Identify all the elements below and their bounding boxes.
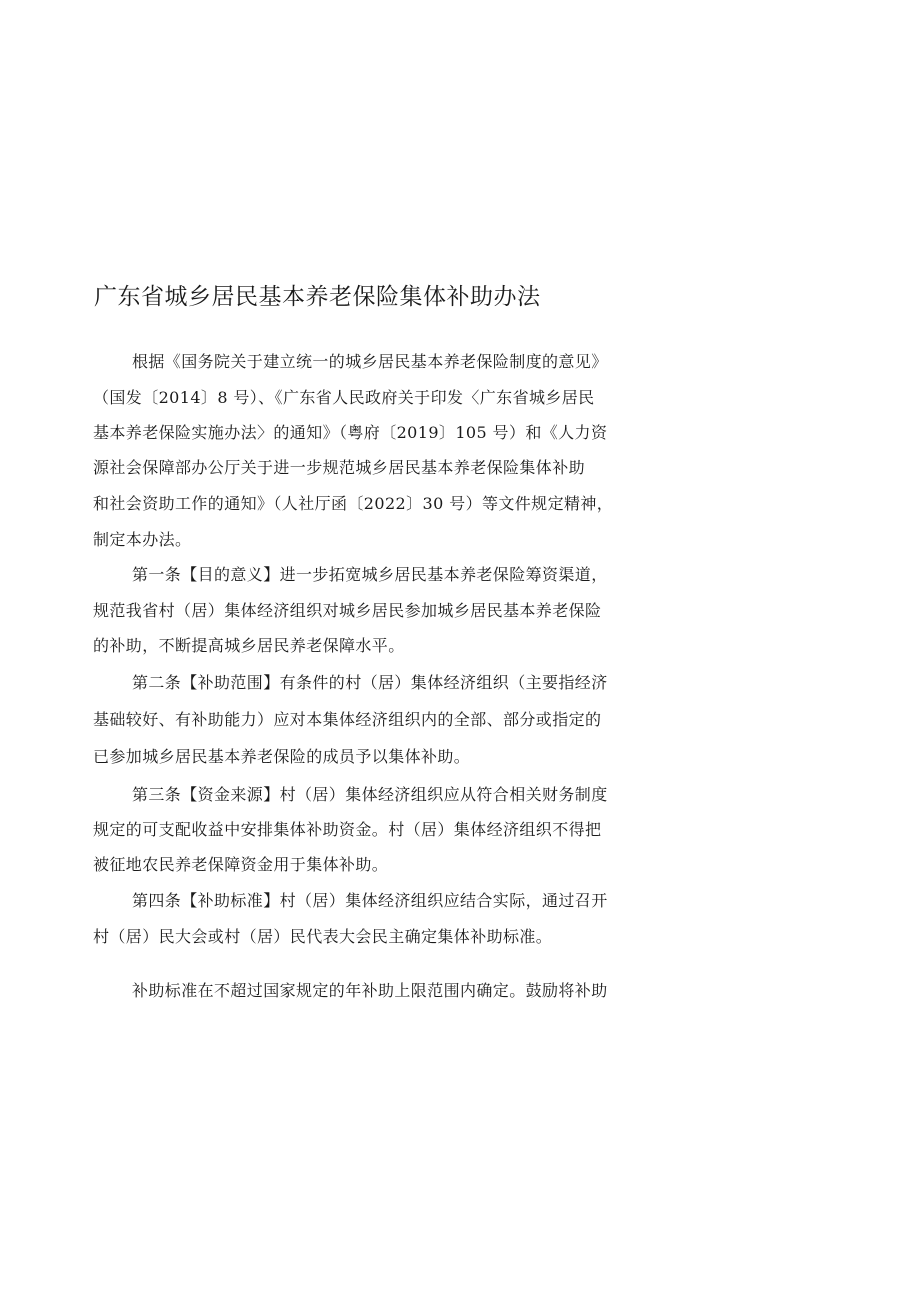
article-4-line: 第四条【补助标准】村（居）集体经济组织应结合实际，通过召开	[132, 891, 608, 910]
preamble-line: 源社会保障部办公厅关于进一步规范城乡居民基本养老保险集体补助	[93, 458, 586, 477]
article-2-line: 基础较好、有补助能力）应对本集体经济组织内的全部、部分或指定的	[93, 710, 602, 729]
article-1-line: 第一条【目的意义】进一步拓宽城乡居民基本养老保险筹资渠道，	[132, 565, 608, 584]
preamble-line: （国发〔2014〕8 号）、《广东省人民政府关于印发〈广东省城乡居民	[93, 388, 595, 407]
article-4-line: 村（居）民大会或村（居）民代表大会民主确定集体补助标准。	[93, 927, 553, 946]
article-2-line: 第二条【补助范围】有条件的村（居）集体经济组织（主要指经济	[132, 673, 608, 692]
article-3-line: 第三条【资金来源】村（居）集体经济组织应从符合相关财务制度	[132, 785, 608, 804]
article-1-line: 的补助，不断提高城乡居民养老保障水平。	[93, 636, 405, 655]
preamble-line: 和社会资助工作的通知》（人社厅函〔2022〕30 号）等文件规定精神，	[93, 494, 614, 513]
article-3-line: 规定的可支配收益中安排集体补助资金。村（居）集体经济组织不得把	[93, 820, 602, 839]
article-1-line: 规范我省村（居）集体经济组织对城乡居民参加城乡居民基本养老保险	[93, 601, 602, 620]
document-title: 广东省城乡居民基本养老保险集体补助办法	[94, 284, 541, 310]
article-2-line: 已参加城乡居民基本养老保险的成员予以集体补助。	[93, 747, 471, 766]
preamble-line: 根据《国务院关于建立统一的城乡居民基本养老保险制度的意见》	[132, 352, 608, 371]
subsidy-standard-line: 补助标准在不超过国家规定的年补助上限范围内确定。鼓励将补助	[132, 981, 608, 1000]
preamble-line: 制定本办法。	[93, 530, 192, 549]
article-3-line: 被征地农民养老保障资金用于集体补助。	[93, 855, 389, 874]
preamble-line: 基本养老保险实施办法〉的通知》（粤府〔2019〕105 号）和《人力资	[93, 423, 608, 442]
